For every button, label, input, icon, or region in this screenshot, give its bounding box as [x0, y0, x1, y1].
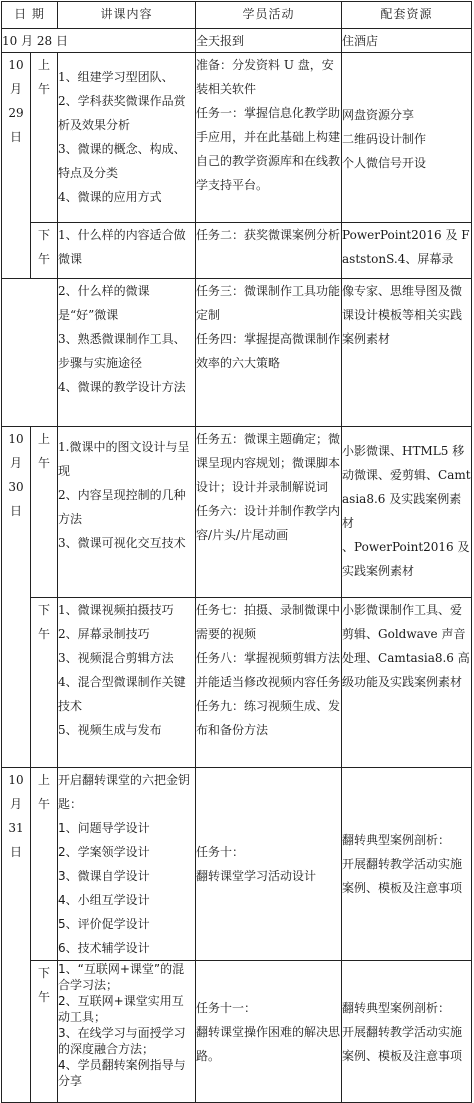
- day0-date: 10 月 28 日: [2, 29, 196, 53]
- day1-am-activity: 准备：分发资料 U 盘，安装相关软件 任务一：掌握信息化教学助手应用，并在此基础上构建自己的教学资源库和在线教学支持平台。: [196, 53, 342, 223]
- day1-pm2-blank: [2, 279, 58, 427]
- day3-date-cell: 10 月 31 日: [2, 768, 31, 1103]
- day1-am-row: [2, 53, 472, 223]
- day1-pm2-resources: 像专家、思维导图及微课设计模板等相关实践案例素材: [342, 279, 472, 427]
- day2-date-cell: 10 月 30 日: [2, 427, 31, 768]
- day2-am-activity: 任务五：微课主题确定；微课呈现内容规划；微课脚本设计；设计并录制解说词 任务六：设计并制作教学内容/片头/片尾动画: [196, 427, 342, 598]
- day1-pm1-resources: PowerPoint2016 及 FaststonS.4、屏幕录: [342, 223, 472, 279]
- day2-pm-content: 1、微课视频拍摄技巧 2、屏幕录制技巧 3、视频混合剪辑方法 4、混合型微课制作关键技术 5、视频生成与发布: [58, 598, 196, 768]
- day2-am-content: 1.微课中的图文设计与呈现 2、内容呈现控制的几种方法 3、微课可视化交互技术: [58, 427, 196, 598]
- day1-pm-label: 下 午: [31, 223, 58, 279]
- day1-pm1-content: 1、什么样的内容适合做微课: [58, 223, 196, 279]
- day3-am-content: 开启翻转课堂的六把金钥匙： 1、问题导学设计 2、学案领学设计 3、微课自学设计 4、小组互学设计 5、评价促学设计 6、技术辅学设计: [58, 768, 196, 961]
- day0-resources: 住酒店: [342, 29, 472, 53]
- day3-pm-resources: 翻转典型案例剖析： 开展翻转教学活动实施案例、模板及注意事项: [342, 961, 472, 1103]
- header-content: 讲课内容: [58, 2, 196, 29]
- day1-pm2-content: 2、什么样的微课是“好”微课 3、熟悉微课制作工具、步骤与实施途径 4、微课的教学设计方法: [58, 279, 196, 427]
- day1-pm-row: [2, 223, 472, 279]
- header-date: 日 期: [2, 2, 58, 29]
- day0-row: [2, 29, 472, 53]
- day1-am-resources: 网盘资源分享 二维码设计制作 个人微信号开设: [342, 53, 472, 223]
- header-row: [2, 2, 472, 29]
- day3-am-resources: 翻转典型案例剖析： 开展翻转教学活动实施案例、模板及注意事项: [342, 768, 472, 961]
- day2-am-label: 上 午: [31, 427, 58, 598]
- day3-pm-content: 1、“互联网+课堂”的混合学习法； 2、互联网+课堂实用互动工具； 3、在线学习与面授学习的深度融合方法； 4、学员翻转案例指导与分享: [58, 961, 196, 1103]
- day1-pm2-activity: 任务三：微课制作工具功能定制 任务四：掌握提高微课制作效率的六大策略: [196, 279, 342, 427]
- day1-am-label: 上 午: [31, 53, 58, 223]
- header-activity: 学员活动: [196, 2, 342, 29]
- day3-am-activity: 任务十： 翻转课堂学习活动设计: [196, 768, 342, 961]
- day0-activity: 全天报到: [196, 29, 342, 53]
- day2-am-resources: 小影微课、HTML5 移动微课、爱剪辑、Camtasia8.6 及实践案例素材 、PowerPoint2016 及实践案例素材: [342, 427, 472, 598]
- day3-pm-activity: 任务十一： 翻转课堂操作困难的解决思路。: [196, 961, 342, 1103]
- day1-pm1-activity: 任务二：获奖微课案例分析: [196, 223, 342, 279]
- day2-pm-activity: 任务七：拍摄、录制微课中需要的视频 任务八：掌握视频剪辑方法并能适当修改视频内容任务 任务九：练习视频生成、发布和备份方法: [196, 598, 342, 768]
- day1-pm2-row: [2, 279, 472, 427]
- day3-pm-label: 下 午: [31, 961, 58, 1103]
- schedule-table: [1, 1, 472, 1103]
- day2-am-row: [2, 427, 472, 598]
- day2-pm-label: 下 午: [31, 598, 58, 768]
- day3-am-row: [2, 768, 472, 961]
- day1-am-content: 1、组建学习型团队、 2、学科获奖微课作品赏析及效果分析 3、微课的概念、构成、特点及分类 4、微课的应用方式: [58, 53, 196, 223]
- day3-pm-row: [2, 961, 472, 1103]
- day3-am-label: 上 午: [31, 768, 58, 961]
- day2-pm-row: [2, 598, 472, 768]
- day2-pm-resources: 小影微课制作工具、爱剪辑、Goldwave 声音处理、Camtasia8.6 高级功能及实践案例素材: [342, 598, 472, 768]
- day1-date-cell: 10 月 29 日: [2, 53, 31, 279]
- header-resources: 配套资源: [342, 2, 472, 29]
